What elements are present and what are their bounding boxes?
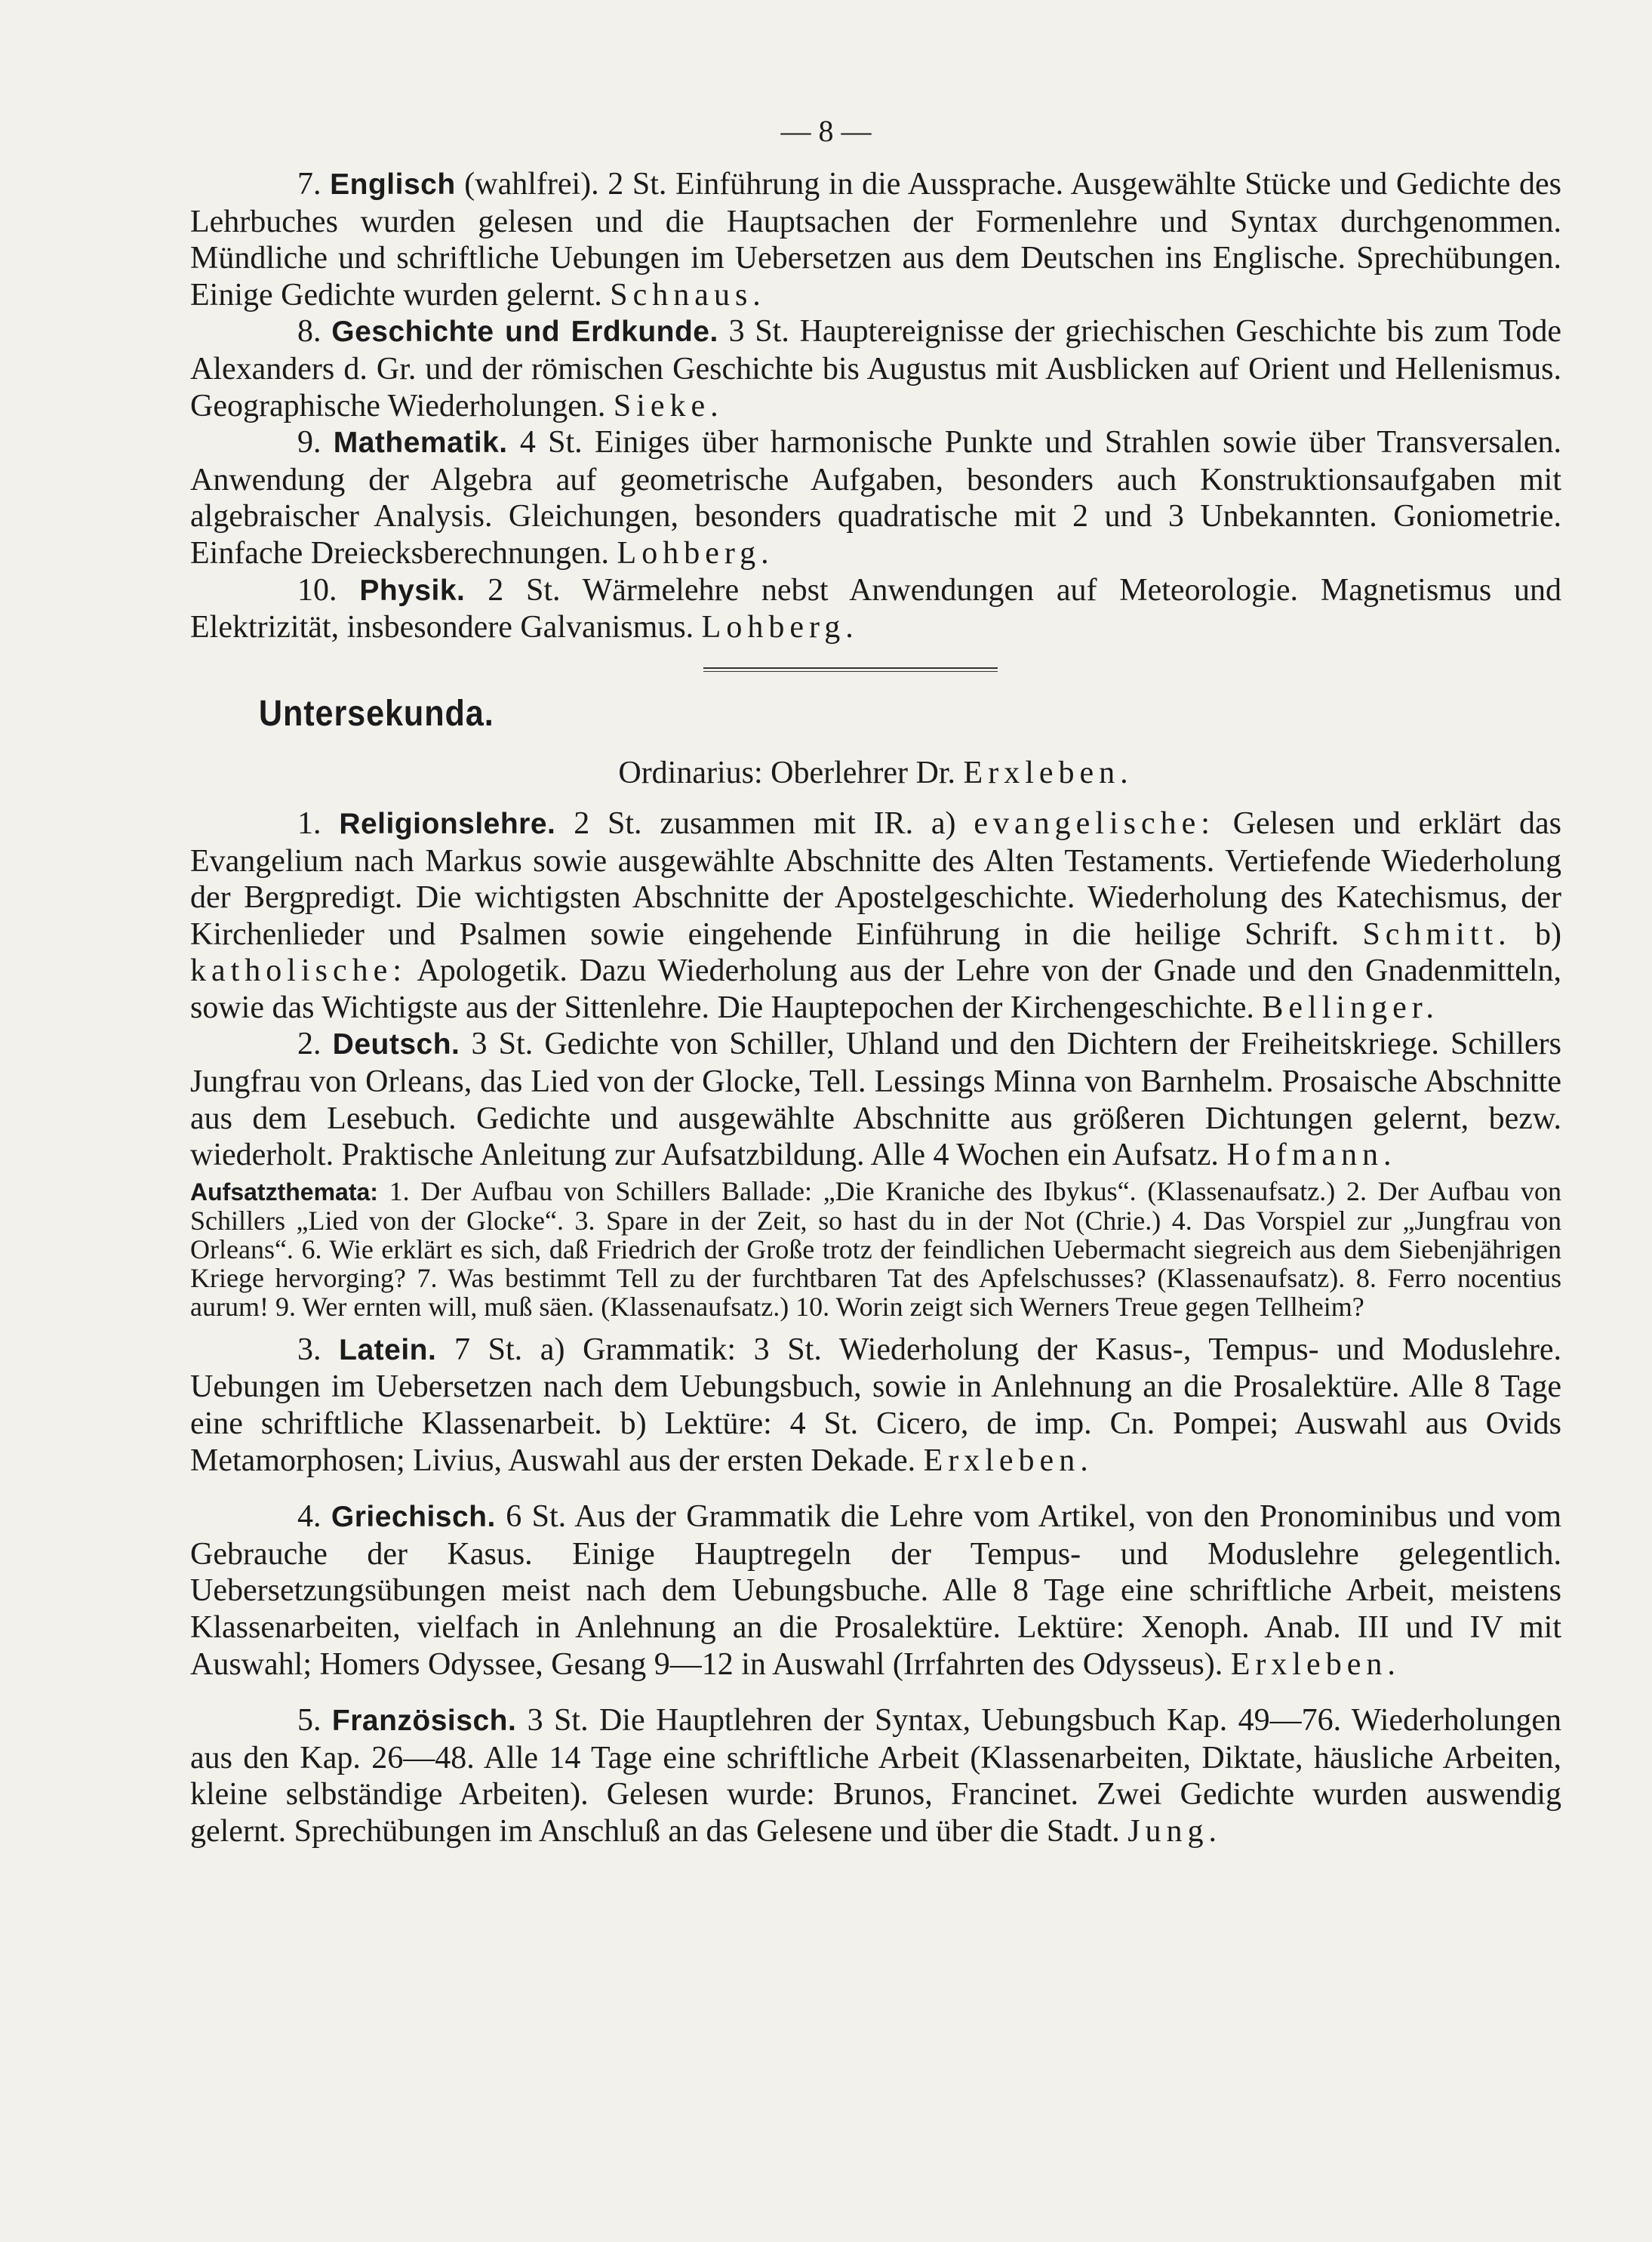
section-text: 7 St. a) Grammatik: 3 St. Wiederholung der Kasus-, Tempus- und Moduslehre. Uebungen im Uebersetzen nach dem Uebungsbuch, sowie in Anlehnung an die Prosalektüre. Alle 8 Tage eine schriftliche Klassenarbeit. b) Lektüre: 4 St. Cicero, de imp. Cn. Pompei; Auswahl aus Ovids Metamorphosen; Livius, Auswahl aus der ersten Dekade. bbox=[190, 1332, 1562, 1478]
section-englisch bbox=[190, 166, 1561, 313]
section-number: 7. bbox=[297, 167, 321, 202]
divider-line bbox=[703, 667, 998, 672]
section-geschichte bbox=[190, 313, 1561, 424]
teacher-name: Jung. bbox=[1127, 1813, 1223, 1849]
section-number: 2. bbox=[297, 1027, 321, 1062]
section-heading: Mathematik. bbox=[333, 427, 508, 460]
section-religion bbox=[190, 805, 1561, 1027]
section-number: 3. bbox=[297, 1332, 321, 1367]
section-latein bbox=[190, 1332, 1561, 1479]
section-text: 4 St. Einiges über harmonische Punkte und Strahlen sowie über Transversalen. Anwendung der Algebra auf geometrische Aufgaben, besonders auch Konstruktionsaufgaben mit algebraischer Analysis. Gleichungen, besonders quadratische mit 2 und 3 Unbekannten. Goniometrie. Einfache Dreiecksberechnungen. bbox=[190, 425, 1561, 571]
section-mathematik bbox=[190, 424, 1561, 571]
teacher-name: Lohberg. bbox=[701, 610, 859, 645]
ordinarius-name: Erxleben. bbox=[963, 756, 1134, 791]
section-heading: Französisch. bbox=[331, 1705, 517, 1738]
section-number: 4. bbox=[297, 1499, 321, 1535]
section-heading: Griechisch. bbox=[331, 1501, 496, 1534]
essay-topics-heading: Aufsatzthemata: bbox=[190, 1178, 378, 1206]
section-number: 9. bbox=[297, 425, 321, 460]
section-number: 1. bbox=[297, 805, 321, 841]
class-title: Untersekunda. bbox=[258, 693, 494, 734]
essay-topics-text: 1. Der Aufbau von Schillers Ballade: „Die Kraniche des Ibykus“. (Klassenaufsatz.) 2. Der Aufbau von Schillers „Lied von der Glocke“. 3. Spare in der Zeit, so hast du in der Not (Chrie.) 4. Das Vorspiel zur „Jungfrau von Orleans“. 6. Wie erklärt es sich, daß Friedrich der Große trotz der feindlichen Uebermacht siegreich aus dem Siebenjährigen Kriege hervorging? 7. Was bestimmt Tell zu der furchtbaren Tat des Apfelschusses? (Klassenaufsatz). 8. Ferro nocentius aurum! 9. Wer ernten will, muß säen. (Klassenaufsatz.) 10. Worin zeigt sich Werners Treue gegen Tellheim? bbox=[190, 1175, 1561, 1322]
section-heading: Religionslehre. bbox=[339, 807, 556, 840]
teacher-name: Hofmann. bbox=[1226, 1138, 1397, 1173]
section-heading: Physik. bbox=[359, 574, 466, 607]
section-text: Apologetik. Dazu Wiederholung aus der Lehre von der Gnade und den Gnadenmitteln, sowie das Wichtigste aus der Sittenlehre. Die Hauptepochen der Kirchengeschichte. bbox=[190, 953, 1561, 1025]
section-heading: Englisch bbox=[330, 168, 456, 201]
section-physik bbox=[190, 572, 1561, 646]
section-text: 3 St. Die Hauptlehren der Syntax, Uebungsbuch Kap. 49—76. Wiederholungen aus den Kap. 26—48. Alle 14 Tage eine schriftliche Arbeit (Klassenarbeiten, Diktate, häusliche Arbeiten, kleine selbständige Arbeiten). Gelesen wurde: Brunos, Francinet. Zwei Gedichte wurden auswendig gelernt. Sprechübungen im Anschluß an das Gelesene und über die Stadt. bbox=[190, 1703, 1562, 1849]
teacher-name: Lohberg. bbox=[617, 535, 774, 571]
section-text: 3 St. Gedichte von Schiller, Uhland und den Dichtern der Freiheitskriege. Schillers Jungfrau von Orleans, das Lied von der Glocke, Tell. Lessings Minna von Barnhelm. Prosaische Abschnitte aus dem Lesebuch. Gedichte und ausgewählte Abschnitte aus größeren Dichtungen gelernt, bezw. wiederholt. Praktische Anleitung zur Aufsatzbildung. Alle 4 Wochen ein Aufsatz. bbox=[190, 1027, 1561, 1173]
section-text: 2 St. Wärmelehre nebst Anwendungen auf Meteorologie. Magnetismus und Elektrizität, insbesondere Galvanismus. bbox=[190, 572, 1561, 645]
section-number: 5. bbox=[297, 1703, 321, 1738]
section-text: 2 St. zusammen mit IR. a) bbox=[555, 805, 974, 841]
teacher-name: Bellinger. bbox=[1262, 990, 1439, 1025]
ordinarius-line bbox=[190, 755, 1561, 792]
section-deutsch bbox=[190, 1026, 1561, 1173]
subsection-label: katholische: bbox=[190, 953, 407, 989]
teacher-name: Schmitt. bbox=[1362, 916, 1512, 952]
ordinarius-label: Ordinarius: Oberlehrer Dr. bbox=[618, 756, 956, 791]
page-number: — 8 — bbox=[780, 114, 872, 148]
subsection-label: evangelische: bbox=[974, 805, 1215, 841]
section-franzoesisch bbox=[190, 1702, 1561, 1849]
section-heading: Latein. bbox=[339, 1333, 437, 1366]
section-heading: Geschichte und Erdkunde. bbox=[331, 316, 718, 349]
teacher-name: Erxleben. bbox=[1230, 1646, 1401, 1682]
essay-topics bbox=[190, 1177, 1561, 1321]
section-number: 10. bbox=[297, 572, 337, 608]
section-heading: Deutsch. bbox=[332, 1028, 460, 1061]
divider bbox=[190, 646, 1561, 687]
section-griechisch bbox=[190, 1498, 1561, 1683]
section-text: (wahlfrei). 2 St. Einführung in die Aussprache. Ausgewählte Stücke und Gedichte des Lehrbuches wurden gelesen und die Hauptsachen der Formenlehre und Syntax durchgenommen. Mündliche und schriftliche Uebungen im Uebersetzen aus dem Deutschen ins Englische. Sprechübungen. Einige Gedichte wurden gelernt. bbox=[190, 167, 1561, 313]
teacher-name: Sieke. bbox=[613, 388, 724, 423]
section-text: 3 St. Hauptereignisse der griechischen Geschichte bis zum Tode Alexanders d. Gr. und der römischen Geschichte bis Augustus mit Ausblicken auf Orient und Hellenismus. Geographische Wiederholungen. bbox=[190, 314, 1561, 423]
section-text: 6 St. Aus der Grammatik die Lehre vom Artikel, von den Pronominibus und vom Gebrauche der Kasus. Einige Hauptregeln der Tempus- und Moduslehre gelegentlich. Uebersetzungsübungen meist nach dem Uebungsbuche. Alle 8 Tage eine schriftliche Arbeit, meistens Klassenarbeiten, vielfach in Anlehnung an die Prosalektüre. Lektüre: Xenoph. Anab. III und IV mit Auswahl; Homers Odyssee, Gesang 9—12 in Auswahl (Irrfahrten des Odysseus). bbox=[190, 1499, 1562, 1682]
body-text bbox=[190, 166, 1561, 1850]
section-text: Gelesen und erklärt das Evangelium nach Markus sowie ausgewählte Abschnitte des Alten Testaments. Vertiefende Wiederholung der Bergpredigt. Die wichtigsten Abschnitte der Apostelgeschichte. Wiederholung des Katechismus, der Kirchenlieder und Psalmen sowie eingehende Einführung in die heilige Schrift. bbox=[190, 805, 1561, 952]
teacher-name: Schnaus. bbox=[610, 277, 766, 313]
section-text: b) bbox=[1511, 916, 1561, 952]
teacher-name: Erxleben. bbox=[923, 1443, 1094, 1478]
section-number: 8. bbox=[297, 314, 321, 350]
